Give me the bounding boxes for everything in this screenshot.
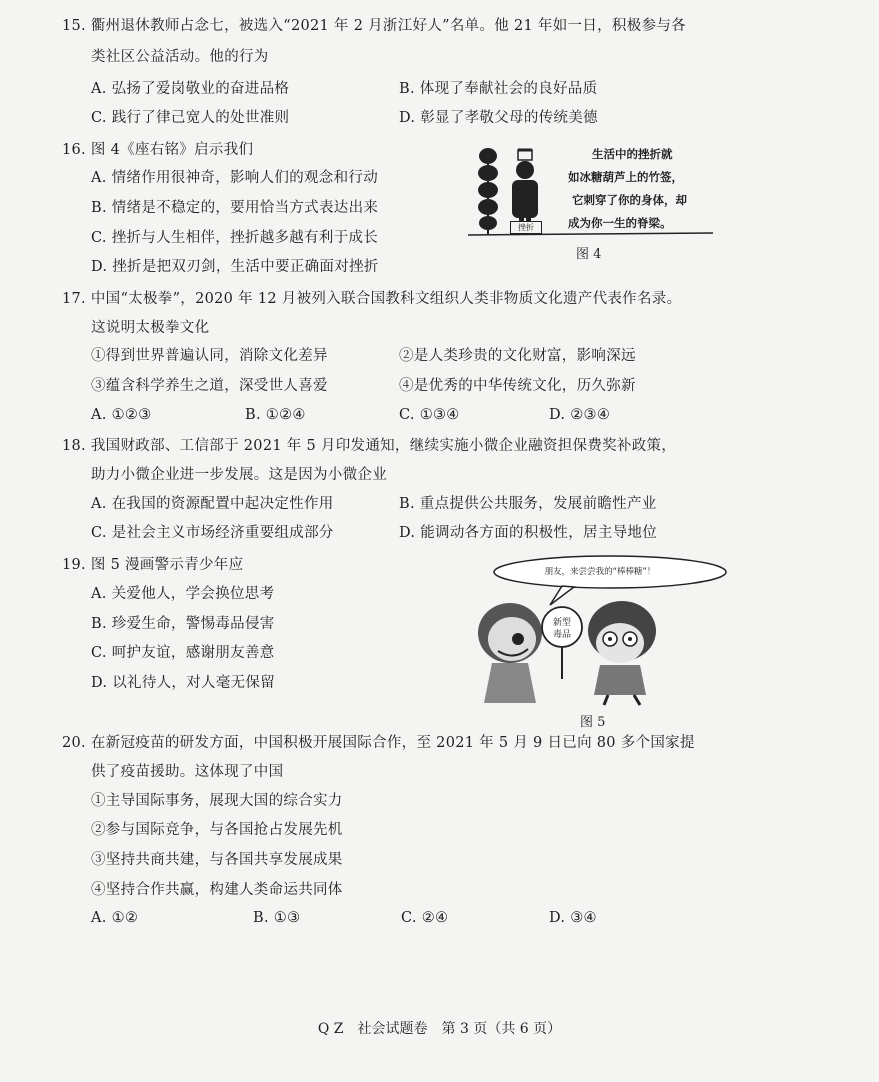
q15-option-d: D. 彰显了孝敬父母的传统美德 bbox=[399, 110, 598, 126]
q20-statement-4: ④坚持合作共赢，构建人类命运共同体 bbox=[91, 882, 343, 898]
q20-option-d: D. ③④ bbox=[549, 910, 597, 926]
figure-4-text-line-2: 如冰糖葫芦上的竹签， bbox=[568, 170, 683, 184]
q17-option-b: B. ①②④ bbox=[245, 407, 306, 423]
q18-stem-line-2: 助力小微企业进一步发展。这是因为小微企业 bbox=[91, 467, 387, 483]
figure-5-cartoon bbox=[470, 553, 730, 708]
figure-4-sign: 挫折 bbox=[510, 221, 542, 234]
q16-option-b: B. 情绪是不稳定的，要用恰当方式表达出来 bbox=[91, 200, 379, 216]
q15-option-a: A. 弘扬了爱岗敬业的奋进品格 bbox=[91, 81, 290, 97]
q20-option-b: B. ①③ bbox=[253, 910, 301, 926]
figure-4-text-line-4: 成为你一生的脊梁。 bbox=[568, 216, 672, 230]
q15-option-b: B. 体现了奉献社会的良好品质 bbox=[399, 81, 598, 97]
q18-option-c: C. 是社会主义市场经济重要组成部分 bbox=[91, 525, 334, 541]
q16-option-a: A. 情绪作用很神奇，影响人们的观念和行动 bbox=[91, 170, 378, 186]
q15-stem-line-2: 类社区公益活动。他的行为 bbox=[91, 49, 269, 65]
q20-statement-2: ②参与国际竞争，与各国抢占发展先机 bbox=[91, 822, 343, 838]
q17-option-a: A. ①②③ bbox=[91, 407, 152, 423]
q19-option-b: B. 珍爱生命，警惕毒品侵害 bbox=[91, 616, 275, 632]
figure-5-sign-line-1: 新型 bbox=[552, 618, 571, 628]
q17-option-c: C. ①③④ bbox=[399, 407, 460, 423]
figure-5-speech-bubble: 朋友，来尝尝我的“棒棒糖”！ bbox=[544, 567, 656, 577]
figure-5-caption: 图 5 bbox=[580, 715, 606, 730]
q16-option-c: C. 挫折与人生相伴，挫折越多越有利于成长 bbox=[91, 230, 379, 246]
figure-5-sign-line-2: 毒品 bbox=[552, 630, 571, 640]
q17-statement-1: ①得到世界普遍认同，消除文化差异 bbox=[91, 348, 328, 364]
q19-option-d: D. 以礼待人，对人毫无保留 bbox=[91, 675, 276, 691]
q20-stem-line-1: 20. 在新冠疫苗的研发方面，中国积极开展国际合作，至 2021 年 5 月 9 日已向 80 多个国家提 bbox=[62, 735, 695, 751]
q17-stem-line-2: 这说明太极拳文化 bbox=[91, 320, 210, 336]
q17-statement-3: ③蕴含科学养生之道，深受世人喜爱 bbox=[91, 378, 328, 394]
figure-4-text-line-3: 它刺穿了你的身体，却 bbox=[572, 193, 687, 207]
q20-option-c: C. ②④ bbox=[401, 910, 449, 926]
q18-option-a: A. 在我国的资源配置中起决定性作用 bbox=[91, 496, 334, 512]
q17-statement-4: ④是优秀的中华传统文化，历久弥新 bbox=[399, 378, 636, 394]
q19-option-a: A. 关爱他人，学会换位思考 bbox=[91, 586, 275, 602]
q20-stem-line-2: 供了疫苗援助。这体现了中国 bbox=[91, 764, 284, 780]
q18-option-d: D. 能调动各方面的积极性，居主导地位 bbox=[399, 525, 658, 541]
q15-option-c: C. 践行了律己宽人的处世准则 bbox=[91, 110, 290, 126]
figure-4-text-line-1: 生活中的挫折就 bbox=[592, 147, 673, 161]
q19-stem: 19. 图 5 漫画警示青少年应 bbox=[62, 557, 244, 573]
q20-statement-1: ①主导国际事务，展现大国的综合实力 bbox=[91, 793, 343, 809]
q20-statement-3: ③坚持共商共建，与各国共享发展成果 bbox=[91, 852, 343, 868]
q18-stem-line-1: 18. 我国财政部、工信部于 2021 年 5 月印发通知，继续实施小微企业融资担保费奖补政策， bbox=[62, 438, 677, 454]
q18-option-b: B. 重点提供公共服务，发展前瞻性产业 bbox=[399, 496, 657, 512]
q17-stem-line-1: 17. 中国“太极拳”，2020 年 12 月被列入联合国教科文组织人类非物质文化遗产代表作名录。 bbox=[62, 291, 682, 307]
q19-option-c: C. 呵护友谊，感谢朋友善意 bbox=[91, 645, 275, 661]
q20-option-a: A. ①② bbox=[91, 910, 139, 926]
q17-option-d: D. ②③④ bbox=[549, 407, 611, 423]
figure-4-illustration bbox=[468, 140, 718, 240]
q15-stem-line-1: 15. 衢州退休教师占念七，被选入“2021 年 2 月浙江好人”名单。他 21 年如一日，积极参与各 bbox=[62, 18, 686, 34]
q16-option-d: D. 挫折是把双刃剑，生活中要正确面对挫折 bbox=[91, 259, 379, 275]
q16-stem: 16. 图 4《座右铭》启示我们 bbox=[62, 142, 254, 158]
figure-4-caption: 图 4 bbox=[576, 247, 602, 262]
q17-statement-2: ②是人类珍贵的文化财富，影响深远 bbox=[399, 348, 636, 364]
page-footer: Q Z 社会试题卷 第 3 页（共 6 页） bbox=[317, 1021, 562, 1037]
